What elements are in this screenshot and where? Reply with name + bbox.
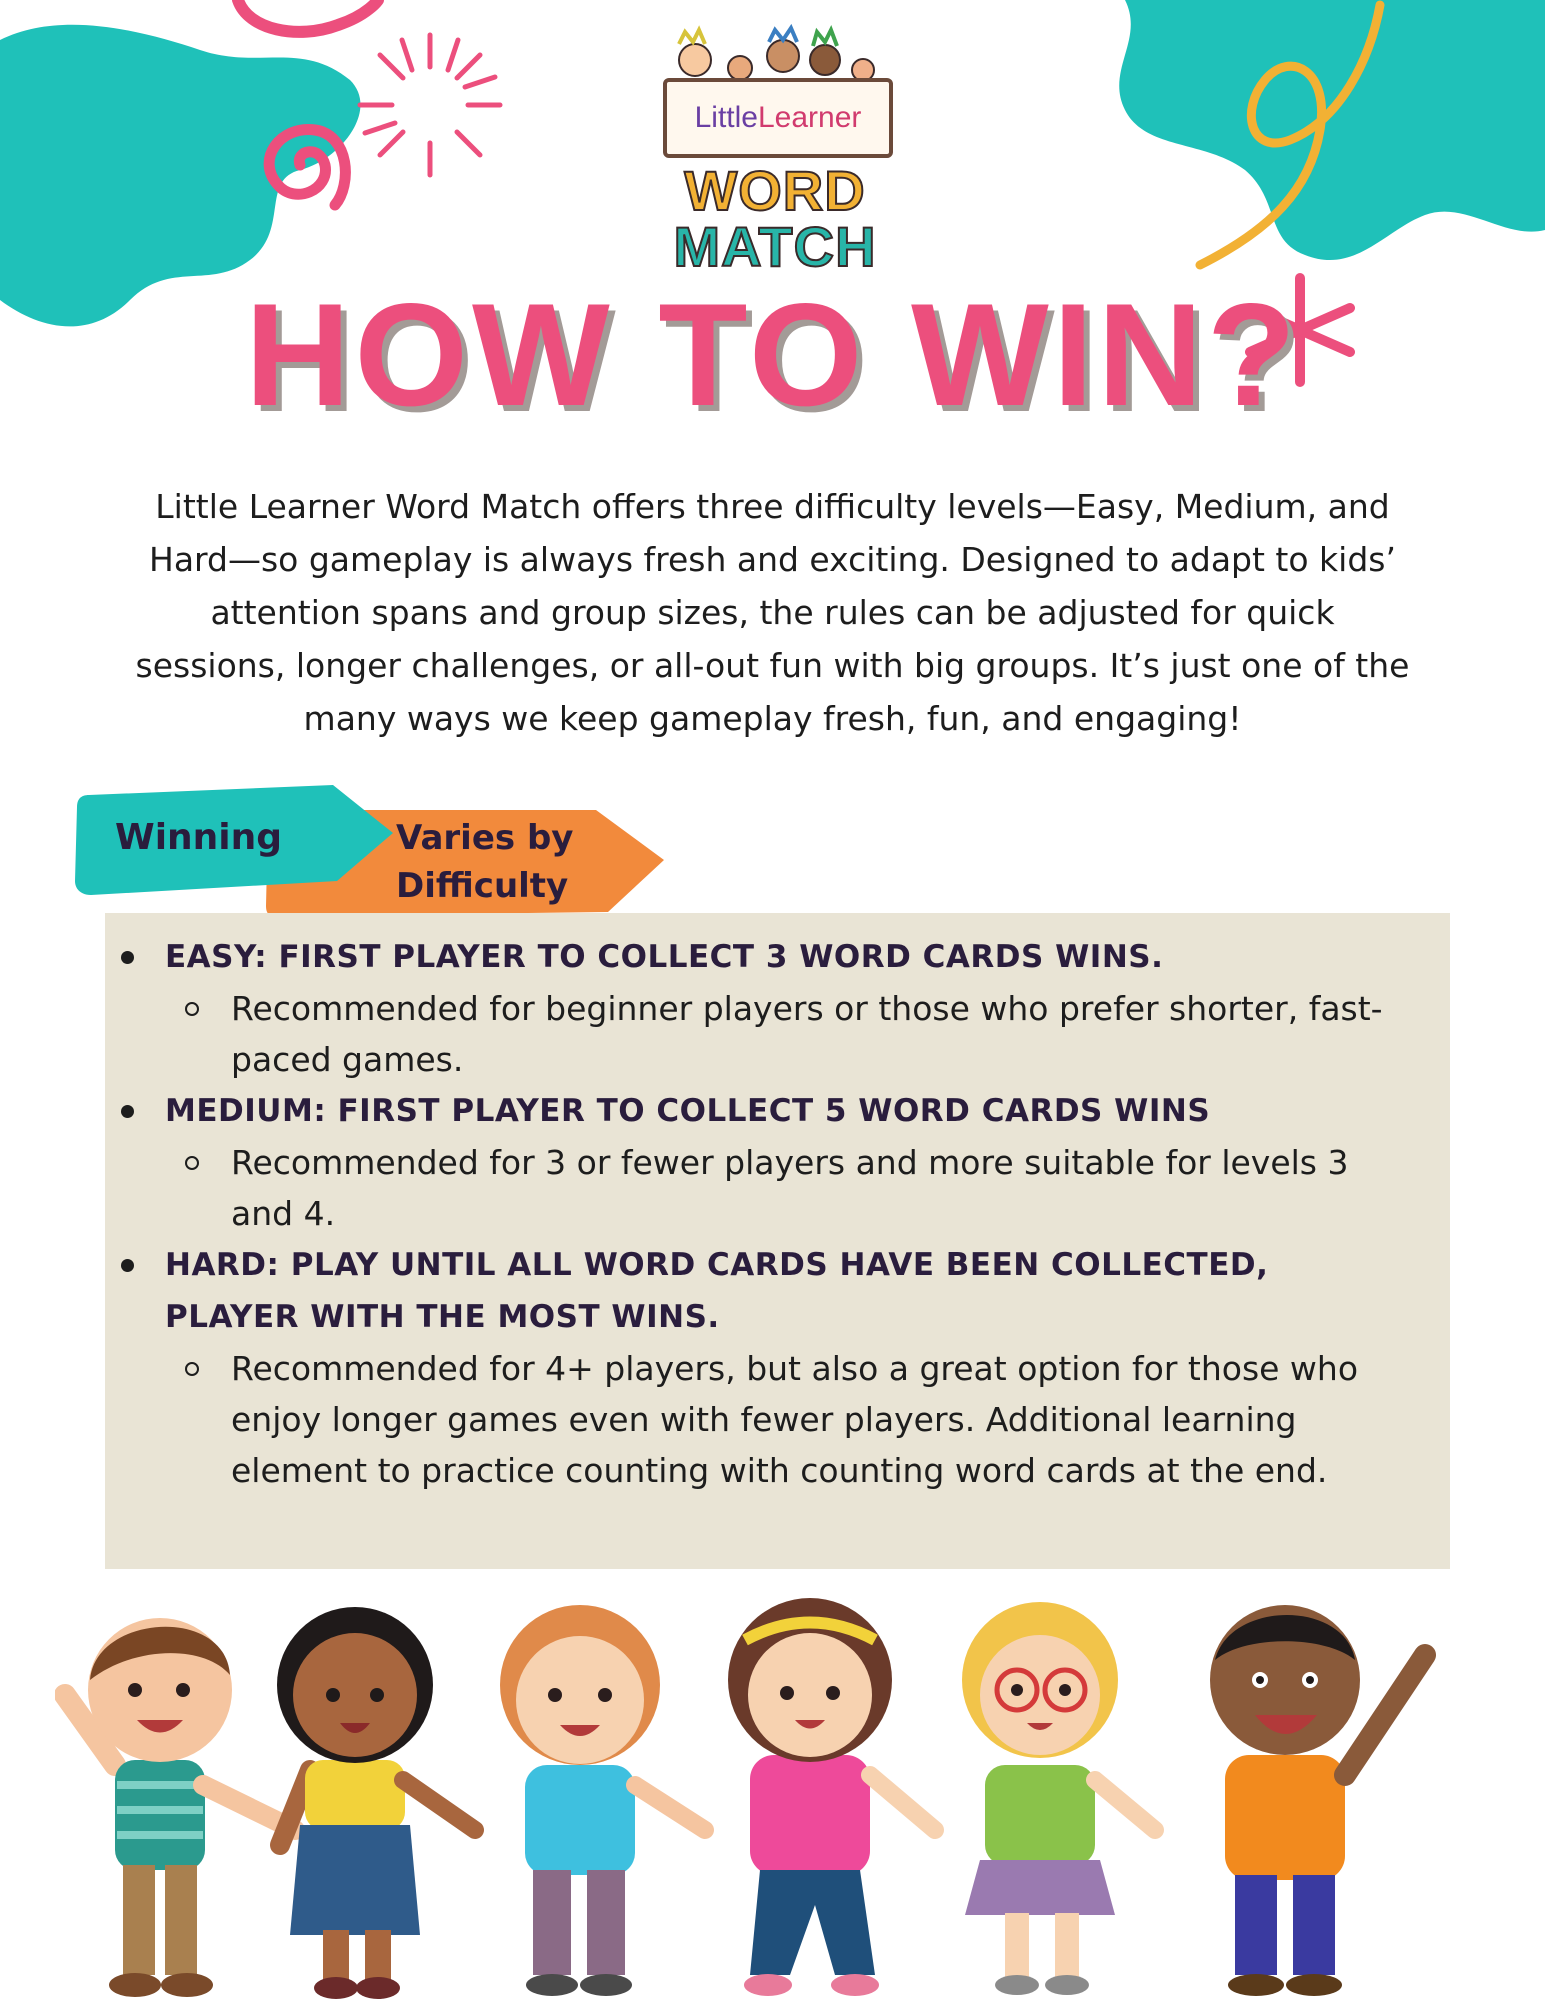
rule-detail xyxy=(165,1137,1450,1239)
sunburst-icon xyxy=(350,25,510,185)
circle-bullet-icon xyxy=(185,1362,199,1376)
logo-banner-little: Little xyxy=(694,101,758,134)
game-logo xyxy=(655,22,895,278)
kid-2 xyxy=(277,1607,475,1999)
rule-heading: HARD: PLAY UNTIL ALL WORD CARDS HAVE BEEN COLLECTED, PLAYER WITH THE MOST WINS. xyxy=(165,1247,1269,1335)
kids-holding-hands-illustration xyxy=(55,1595,1495,2000)
kid-3 xyxy=(500,1605,705,1996)
circle-bullet-icon xyxy=(185,1156,199,1170)
rule-medium xyxy=(105,1085,1450,1239)
rule-detail xyxy=(165,1343,1450,1496)
kid-6 xyxy=(1210,1605,1425,1996)
rule-heading: EASY: FIRST PLAYER TO COLLECT 3 WORD CARDS WINS. xyxy=(165,939,1164,975)
yellow-loop-icon xyxy=(1180,0,1410,280)
bullet-icon xyxy=(121,951,134,964)
page-title: HOW TO WIN? xyxy=(244,273,1301,436)
rules-panel xyxy=(105,913,1450,1569)
kid-1 xyxy=(65,1618,295,1997)
logo-match: MATCH xyxy=(673,215,877,278)
intro-paragraph: Little Learner Word Match offers three difficulty levels—Easy, Medium, and Hard—so gameplay is always fresh and exciting. Designed to adapt to kids’ attention spans and group sizes, the rules can be adjusted for quick sessions, longer challenges, or all-out fun with big groups. It’s just one of the many ways we keep gameplay fresh, fun, and engaging! xyxy=(135,487,1410,738)
winning-tag-label: Winning xyxy=(115,817,283,858)
logo-banner-learner: Learner xyxy=(757,101,862,134)
winning-tag xyxy=(75,783,395,895)
rule-detail-text: Recommended for 4+ players, but also a great option for those who enjoy longer games even with fewer players. Additional learning element to practice counting with counting word cards at the end. xyxy=(231,1349,1359,1490)
bullet-icon xyxy=(121,1259,134,1272)
rule-easy xyxy=(105,931,1450,1085)
pink-spiral-icon xyxy=(240,110,360,220)
logo-word: WORD xyxy=(684,159,866,222)
rule-hard xyxy=(105,1239,1450,1496)
kid-5 xyxy=(962,1602,1155,1995)
rule-detail xyxy=(165,983,1450,1085)
logo-kids-icon xyxy=(665,22,885,82)
varies-tag-label: Varies by Difficulty xyxy=(396,818,574,906)
kid-4 xyxy=(728,1598,935,1996)
rules-list xyxy=(105,931,1450,1496)
rule-heading: MEDIUM: FIRST PLAYER TO COLLECT 5 WORD CARDS WINS xyxy=(165,1093,1211,1129)
logo-banner xyxy=(663,78,893,158)
circle-bullet-icon xyxy=(185,1002,199,1016)
rule-detail-text: Recommended for beginner players or those who prefer shorter, fast-paced games. xyxy=(231,989,1383,1079)
bullet-icon xyxy=(121,1105,134,1118)
rule-detail-text: Recommended for 3 or fewer players and more suitable for levels 3 and 4. xyxy=(231,1143,1349,1233)
